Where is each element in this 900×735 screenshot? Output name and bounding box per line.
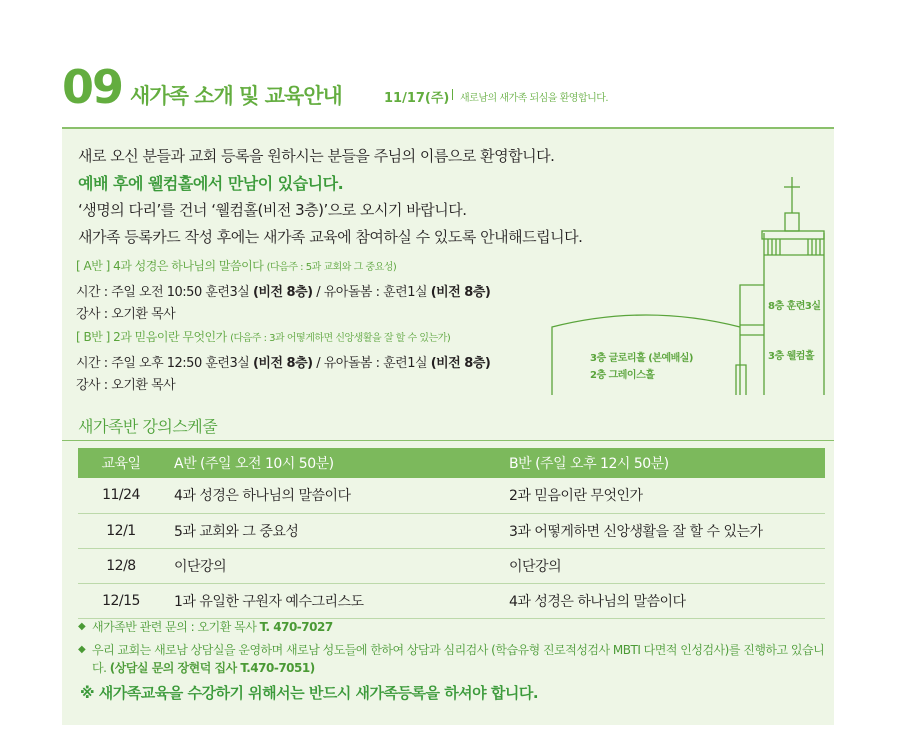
cell-class-a: 1과 유일한 구원자 예수그리스도	[164, 583, 499, 618]
intro-line: 새가족 등록카드 작성 후에는 새가족 교육에 참여하실 수 있도록 안내해드립니다.	[78, 228, 583, 246]
class-b-time-room: (비전 8층)	[252, 356, 313, 371]
header-date: 교육일	[78, 448, 164, 478]
class-a-heading	[76, 255, 576, 279]
class-a-next: (다음주 : 5과 교회와 그 중요성)	[266, 262, 397, 273]
cell-date: 12/1	[78, 513, 164, 548]
label-3f-welcome-hall: 3층 웰컴홀	[768, 351, 815, 362]
section-number: 09	[62, 60, 123, 114]
class-b-time	[76, 353, 576, 375]
class-a-time-room: (비전 8층)	[252, 285, 313, 300]
label-8f-training-room: 8층 훈련3실	[768, 301, 821, 312]
class-a-info	[76, 255, 576, 326]
class-b-label: [ B반 ] 2과 믿음이란 무엇인가	[76, 330, 227, 344]
section-title: 새가족 소개 및 교육안내	[130, 84, 342, 108]
cell-class-a: 4과 성경은 하나님의 말씀이다	[164, 478, 499, 513]
cell-class-a: 5과 교회와 그 중요성	[164, 513, 499, 548]
class-a-kids-room: (비전 8층)	[430, 285, 491, 300]
note1-phone: T. 470-7027	[259, 620, 333, 634]
intro-highlight: 예배 후에 웰컴홀에서 만남이 있습니다.	[78, 174, 344, 193]
note2-contact: (상담실 문의 장현덕 집사 T.470-7051)	[109, 661, 315, 675]
intro-line: ‘생명의 다리’를 건너 ‘웰컴홀(비전 3층)’으로 오시기 바랍니다.	[78, 201, 467, 219]
cell-class-a: 이단강의	[164, 548, 499, 583]
cell-class-b: 이단강의	[499, 548, 825, 583]
class-a-label: [ A반 ] 4과 성경은 하나님의 말씀이다	[76, 259, 264, 273]
table-row	[78, 548, 825, 583]
schedule-table	[78, 448, 825, 619]
cell-date: 12/8	[78, 548, 164, 583]
class-b-teacher: 강사 : 오기환 목사	[76, 378, 176, 393]
class-b-kids-text: / 유아돌봄 : 훈련1실	[316, 356, 428, 371]
notes-section	[78, 618, 828, 703]
header-class-b: B반 (주일 오후 12시 50분)	[499, 448, 825, 478]
label-3f-glory-hall: 3층 글로리홀 (본예배실)	[590, 353, 694, 364]
table-row	[78, 478, 825, 513]
schedule-title: 새가족반 강의스케줄	[78, 417, 218, 436]
class-b-time-text: 시간 : 주일 오후 12:50 훈련3실	[76, 356, 250, 371]
note2-text: 우리 교회는 새로남 상담실을 운영하며 새로남 성도들에 한하여 상담과 심리검사 (학습유형 진로적성검사 MBTI 다면적 인성검사)를 진행하고 있습니다.	[92, 643, 825, 675]
class-b-kids-room: (비전 8층)	[430, 356, 491, 371]
header-divider	[452, 89, 453, 100]
cell-class-b: 3과 어떻게하면 신앙생활을 잘 할 수 있는가	[499, 513, 825, 548]
table-row	[78, 583, 825, 618]
note-contact	[78, 618, 828, 636]
class-a-kids-text: / 유아돌봄 : 훈련1실	[316, 285, 428, 300]
class-a-teacher: 강사 : 오기환 목사	[76, 307, 176, 322]
section-subtitle: 새로남의 새가족 되심을 환영합니다.	[460, 93, 609, 104]
cell-date: 11/24	[78, 478, 164, 513]
class-a-time	[76, 282, 576, 304]
header-class-a: A반 (주일 오전 10시 50분)	[164, 448, 499, 478]
diamond-bullet-icon: ◆	[78, 644, 86, 655]
section-header	[62, 62, 842, 122]
class-b-info	[76, 326, 576, 397]
note1-text: 새가족반 관련 문의 : 오기환 목사	[92, 620, 257, 634]
diamond-bullet-icon: ◆	[78, 621, 86, 632]
class-b-heading	[76, 326, 576, 350]
cell-class-b: 4과 성경은 하나님의 말씀이다	[499, 583, 825, 618]
building-diagram	[550, 175, 830, 400]
class-a-time-text: 시간 : 주일 오전 10:50 훈련3실	[76, 285, 250, 300]
note-counseling	[78, 641, 828, 677]
schedule-rule	[62, 440, 834, 441]
section-date: 11/17(주)	[384, 91, 450, 106]
intro-line: 새로 오신 분들과 교회 등록을 원하시는 분들을 주님의 이름으로 환영합니다.	[78, 147, 555, 165]
table-row	[78, 513, 825, 548]
schedule-header-row	[78, 448, 825, 478]
cell-class-b: 2과 믿음이란 무엇인가	[499, 478, 825, 513]
cell-date: 12/15	[78, 583, 164, 618]
registration-warning: ※ 새가족교육을 수강하기 위해서는 반드시 새가족등록을 하셔야 합니다.	[80, 684, 539, 702]
class-b-next: (다음주 : 3과 어떻게하면 신앙생활을 잘 할 수 있는가)	[230, 333, 451, 344]
label-2f-grace-hall: 2층 그레이스홀	[590, 370, 655, 381]
